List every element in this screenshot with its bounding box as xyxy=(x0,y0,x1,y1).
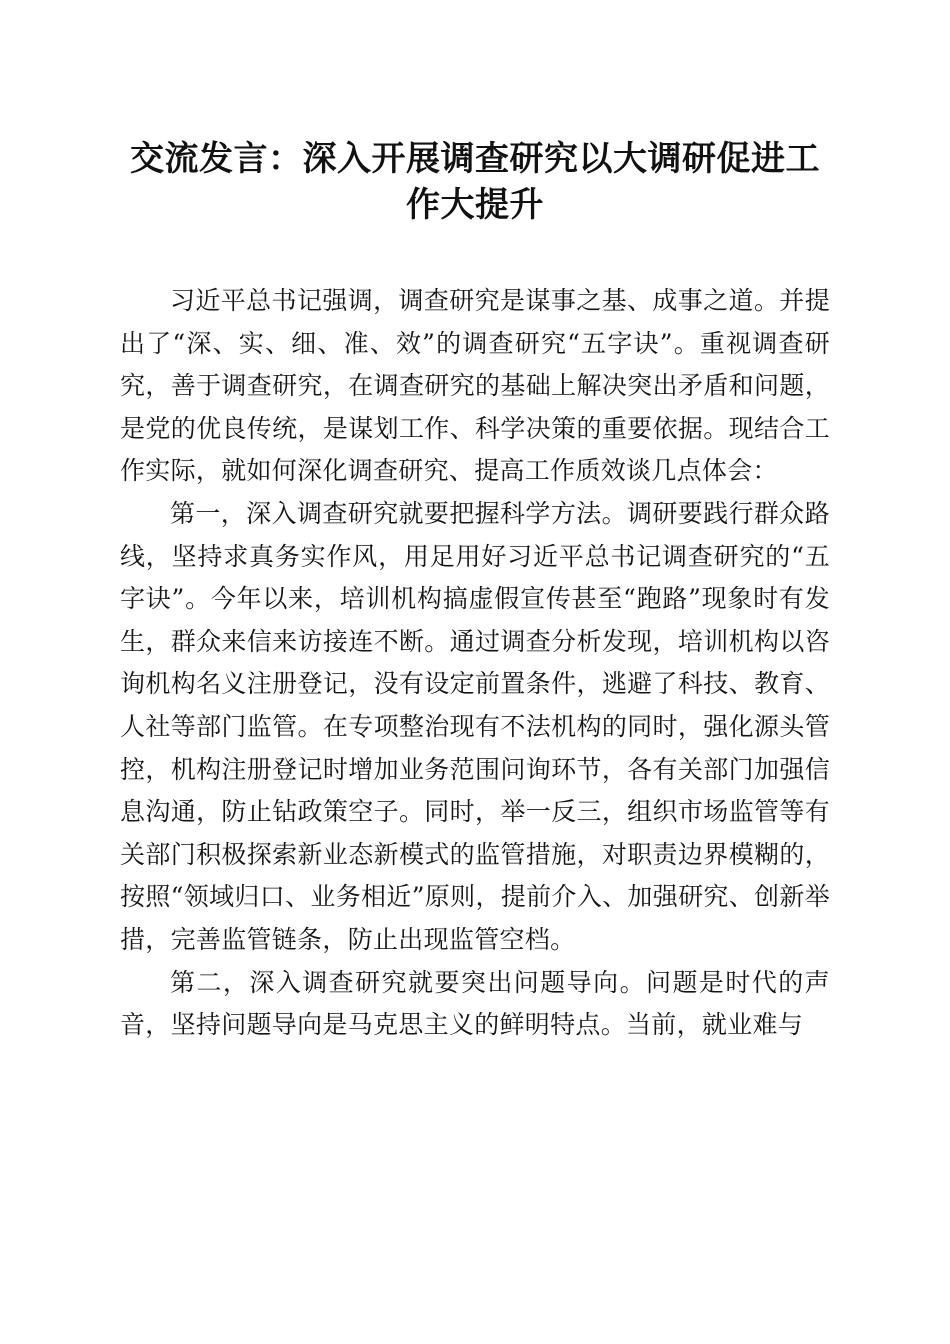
paragraph-lead: 第一，深入调查研究就要把握科学方法。 xyxy=(170,498,627,528)
paragraph-intro xyxy=(120,280,830,493)
title-line-2: 作大提升 xyxy=(406,185,544,225)
paragraph-first-point xyxy=(120,493,830,962)
document-title xyxy=(110,136,840,228)
paragraph-lead: 第二，深入调查研究就要突出问题导向。 xyxy=(170,967,647,997)
paragraph-second-point xyxy=(120,962,830,1047)
document-body xyxy=(120,280,830,1047)
title-line-1: 交流发言：深入开展调查研究以大调研促进工 xyxy=(130,139,820,179)
paragraph-text: 问题是时代的声音，坚持问题导向是马克思主义的鲜明特点。当前，就业难与 xyxy=(120,967,830,1040)
paragraph-text: 调研要践行群众路线，坚持求真务实作风，用足用好习近平总书记调查研究的“五字诀”。今年以来，培训机构搞虚假宣传甚至“跑路”现象时有发生，群众来信来访接连不断。通过调查分析发现，培训机构以咨询机构名义注册登记，没有设定前置条件，逃避了科技、教育、人社等部门监管。在专项整治现有不法机构的同时，强化源头管控，机构注册登记时增加业务范围问询环节，各有关部门加强信息沟通，防止钻政策空子。同时，举一反三，组织市场监管等有关部门积极探索新业态新模式的监管措施，对职责边界模糊的，按照“领域归口、业务相近”原则，提前介入、加强研究、创新举措，完善监管链条，防止出现监管空档。 xyxy=(120,498,830,954)
paragraph-text: 习近平总书记强调，调查研究是谋事之基、成事之道。并提出了“深、实、细、准、效”的调查研究“五字诀”。重视调查研究，善于调查研究，在调查研究的基础上解决突出矛盾和问题，是党的优良传统，是谋划工作、科学决策的重要依据。现结合工作实际，就如何深化调查研究、提高工作质效谈几点体会： xyxy=(120,286,830,486)
